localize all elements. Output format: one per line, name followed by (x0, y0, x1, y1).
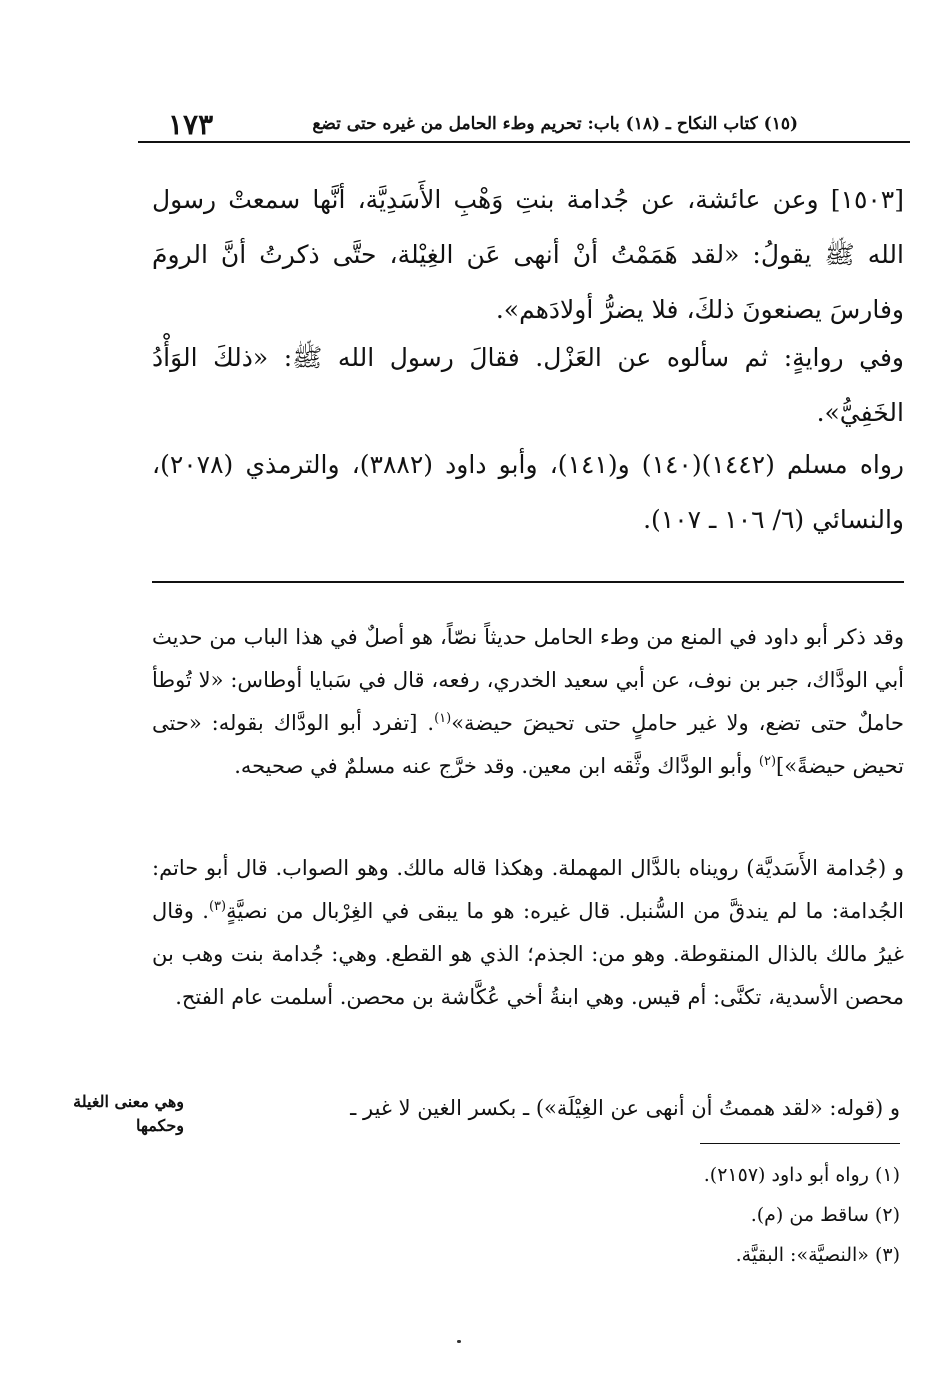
commentary-text: . وقال غيرُ مالك بالذال المنقوطة. وهو من: الجذم؛ الذي هو القطع. وهي: جُدامة بنت وهب بن محصن الأسدية، تكنَّى: أم قيس. وهي ابنةُ أخي عُكَّاشة بن محصن. أسلمت عام الفتح. (152, 899, 904, 1009)
commentary-paragraph-3 (150, 1087, 900, 1130)
footnote-item: (١) رواه أبو داود (٢١٥٧). (703, 1164, 900, 1186)
footnote-ref: (١) (434, 711, 452, 726)
commentary-text: و (جُدامة الأَسَديَّة) رويناه بالدَّال المهملة. وهكذا قاله مالك. وهو الصواب. قال أبو حاتم: الجُدامة: ما لم يندقَّ من السُّنبل. قال غيره: هو ما يبقى في الغِرْبال من نصيَّةٍ (152, 856, 905, 923)
commentary-paragraph-2 (152, 847, 904, 1019)
footnote-item: (٣) «النصيَّة»: البقيَّة. (735, 1244, 900, 1266)
commentary-paragraph-1 (152, 616, 904, 788)
footnote-ref: (٣) (208, 899, 227, 914)
hadith-sources-paragraph (152, 437, 904, 547)
commentary-text: وقد ذكر أبو داود في المنع من وطء الحامل حديثاً نصّاً، هو أصلٌ في هذا الباب من حديث أبي الودَّاك، جبر بن نوف، عن أبي سعيد الخدري، رفعه، قال في سَبايا أوطاس: «لا تُوطأ حاملٌ حتى تضع، ولا غير حاملٍ حتى تحيضَ حيضة» (152, 625, 904, 735)
footnote-ref: (٢) (758, 754, 777, 769)
scan-speck (457, 1340, 461, 1343)
header-title: (١٥) كتاب النكاح ـ (١٨) باب: تحريم وطء الحامل من غيره حتى تضع (312, 114, 798, 134)
commentary-text: و (قوله: «لقد هممتُ أن أنهى عن الغِيْلَة») ـ بكسر الغين لا غير ـ (350, 1096, 900, 1120)
page-number: ١٧٣ (168, 108, 214, 141)
commentary-text: . [تفرد أبو الودَّاك بقوله: «حتى تحيض حيضةً»] (152, 711, 904, 778)
footnote-item: (٢) ساقط من (م). (750, 1204, 900, 1226)
hadith-sources-text: رواه مسلم (١٤٤٢)(١٤٠) و(١٤١)، وأبو داود (٣٨٨٢)، والترمذي (٢٠٧٨)، والنسائي (٦/ ١٠٦ ـ ١٠٧). (152, 450, 905, 534)
hadith-variant-text: وفي روايةٍ: ثم سألوه عن العَزْل. فقالَ رسول الله ﷺ: «ذلكَ الوَأْدُ الخَفِيُّ». (152, 343, 904, 427)
margin-note: وهي معنى الغيلة وحكمها (73, 1092, 184, 1135)
hadith-text: [١٥٠٣] وعن عائشة، عن جُدامة بنتِ وَهْبِ الأَسَدِيَّة، أنَّها سمعتْ رسول الله ﷺ يقولُ: «لقد هَمَمْتُ أنْ أنهى عَن الغِيْلة، حتَّى ذكرتُ أنَّ الرومَ وفارسَ يصنعونَ ذلكَ، فلا يضرُّ أولادَهم». (152, 185, 904, 324)
hadith-variant-paragraph (152, 330, 904, 440)
running-header (138, 108, 910, 140)
section-divider (152, 581, 904, 583)
commentary-text: وأبو الودَّاك وثَّقه ابن معين. وقد خرَّج عنه مسلمٌ في صحيحه. (234, 754, 759, 778)
footnote-rule (700, 1143, 900, 1144)
hadith-paragraph (152, 172, 904, 337)
header-rule (138, 141, 910, 143)
footnotes (300, 1155, 900, 1275)
